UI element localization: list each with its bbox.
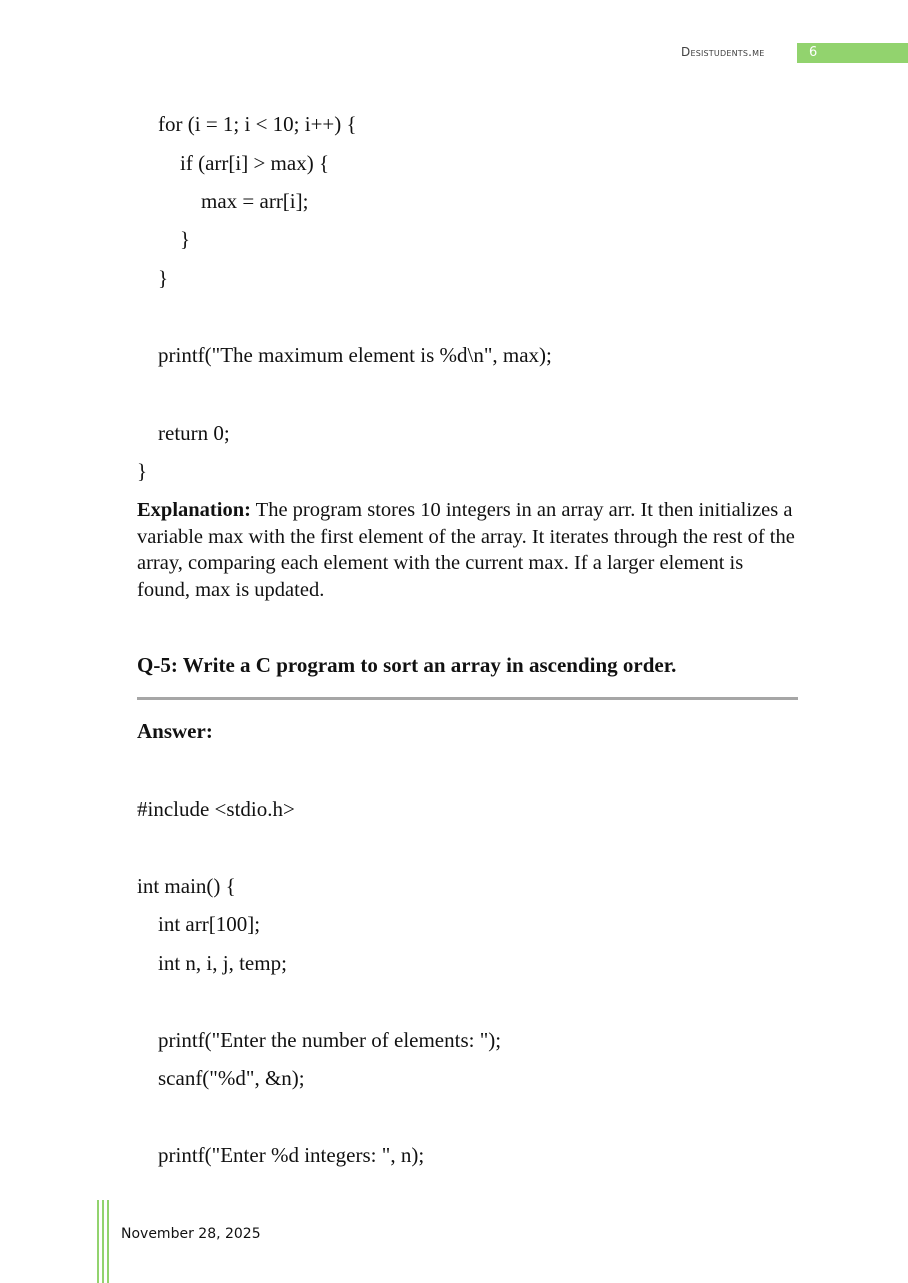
code-line: printf("Enter the number of elements: "); — [158, 1028, 502, 1052]
header-site-name: Desistudents.me — [681, 45, 765, 59]
code-line: printf("The maximum element is %d\n", max); — [158, 343, 552, 367]
code-line: int arr[100]; — [158, 912, 261, 936]
code-line: int n, i, j, temp; — [158, 951, 287, 975]
explanation-label: Explanation: — [137, 499, 251, 521]
code-line: max = arr[i]; — [201, 189, 309, 213]
code-line: printf("Enter %d integers: ", n); — [158, 1143, 425, 1167]
footer-date: November 28, 2025 — [121, 1226, 261, 1242]
code-line: for (i = 1; i < 10; i++) { — [158, 112, 357, 136]
question-title: Q-5: Write a C program to sort an array in ascending order. — [137, 653, 677, 677]
answer-label: Answer: — [137, 719, 213, 743]
code-line: int main() { — [137, 874, 236, 898]
explanation-text: The program stores 10 integers in an array arr. It then initializes a variable max with the first element of the array. It iterates through the rest of the array, comparing each element with the current max. If a larger element is found, max is updated. — [137, 499, 795, 601]
code-line: scanf("%d", &n); — [158, 1066, 305, 1090]
accent-bar — [102, 1200, 104, 1283]
code-line: } — [158, 266, 169, 290]
footer-accent-bars — [97, 1200, 111, 1283]
code-line: if (arr[i] > max) { — [180, 151, 330, 175]
code-line: } — [180, 227, 191, 251]
code-line: } — [137, 459, 148, 483]
code-line: return 0; — [158, 421, 230, 445]
explanation-paragraph — [137, 497, 797, 603]
code-line: #include <stdio.h> — [137, 797, 295, 821]
divider — [137, 697, 798, 700]
accent-bar — [107, 1200, 109, 1283]
accent-bar — [97, 1200, 99, 1283]
page-number-badge: 6 — [797, 43, 908, 63]
